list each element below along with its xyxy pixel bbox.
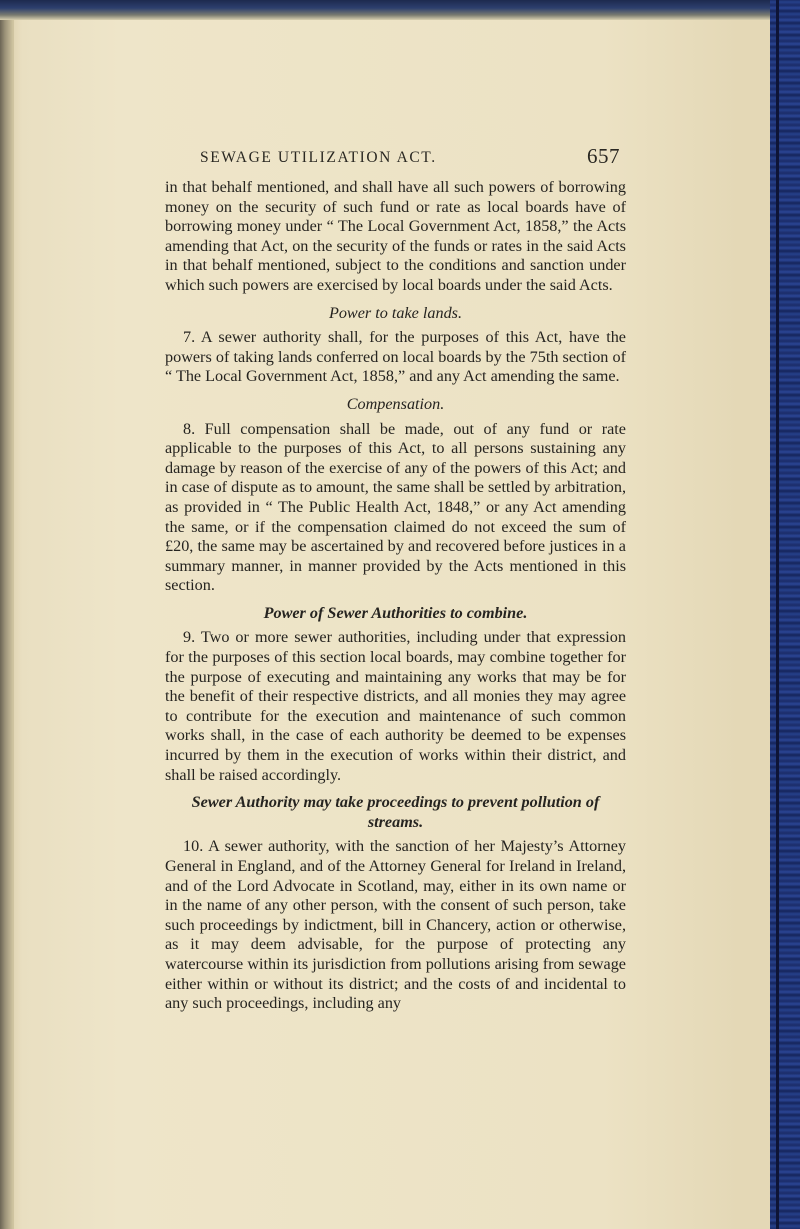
page-top-edge (0, 0, 780, 20)
section-heading-10: Sewer Authority may take proceedings to prevent pollution of streams. (191, 793, 600, 831)
paragraph-9: 9. Two or more sewer authorities, including under that expression for the purposes of this section local boards, may combine together for the purpose of executing and maintaining any works that may be for the benefit of their respective districts, and all monies they may agree to contribute for the execution and maintenance of such common works shall, in the case of each authority be deemed to be expenses incurred by them in the execution of works within their district, and shall be raised accordingly. (165, 628, 626, 784)
paragraph-continuation: in that behalf mentioned, and shall have all such powers of borrowing money on the security of such fund or rate as local boards have of borrowing money under “ The Local Government Act, 1858,” the Acts amending that Act, on the security of the funds or rates in the said Acts in that behalf mentioned, subject to the conditions and sanction under which such powers are exercised by local boards under the said Acts. (165, 178, 626, 294)
paragraph-7: 7. A sewer authority shall, for the purposes of this Act, have the powers of taking lands conferred on local boards by the 75th section of “ The Local Government Act, 1858,” and any Act amending the same. (165, 328, 626, 386)
book-cover-edge (770, 0, 800, 1229)
body-text (165, 178, 626, 1014)
cover-shadow (776, 0, 779, 1229)
binding-gutter (0, 0, 14, 1229)
section-heading-7: Power to take lands. (328, 303, 463, 322)
paragraph-8: 8. Full compensation shall be made, out of any fund or rate applicable to the purposes of this Act, to all persons sustaining any damage by reason of the exercise of any of the powers of this Act; and in case of dispute as to amount, the same shall be settled by arbitration, as provided in “ The Public Health Act, 1848,” or any Act amending the same, or if the compensation claimed do not exceed the sum of £20, the same may be ascertained by and recovered before justices in a summary manner, in manner provided by the Acts mentioned in this section. (165, 419, 626, 595)
paragraph-10: 10. A sewer authority, with the sanction of her Majesty’s Attorney General in England, and of the Attorney General for Ireland in Ireland, and of the Lord Advocate in Scotland, may, either in its own name or in the name of any other person, with the consent of such person, take such proceedings by indictment, bill in Chancery, action or otherwise, as it may deem advisable, for the purpose of protecting any watercourse within its jurisdiction from pollutions arising from sewage either within or without its district; and the costs of and incidental to any such proceedings, including any (165, 837, 626, 1013)
section-heading-8: Compensation. (346, 394, 445, 413)
section-heading-9: Power of Sewer Authorities to combine. (263, 603, 528, 622)
page-number: 657 (587, 144, 620, 168)
page-header (200, 146, 620, 170)
running-title: SEWAGE UTILIZATION ACT. (200, 149, 437, 166)
